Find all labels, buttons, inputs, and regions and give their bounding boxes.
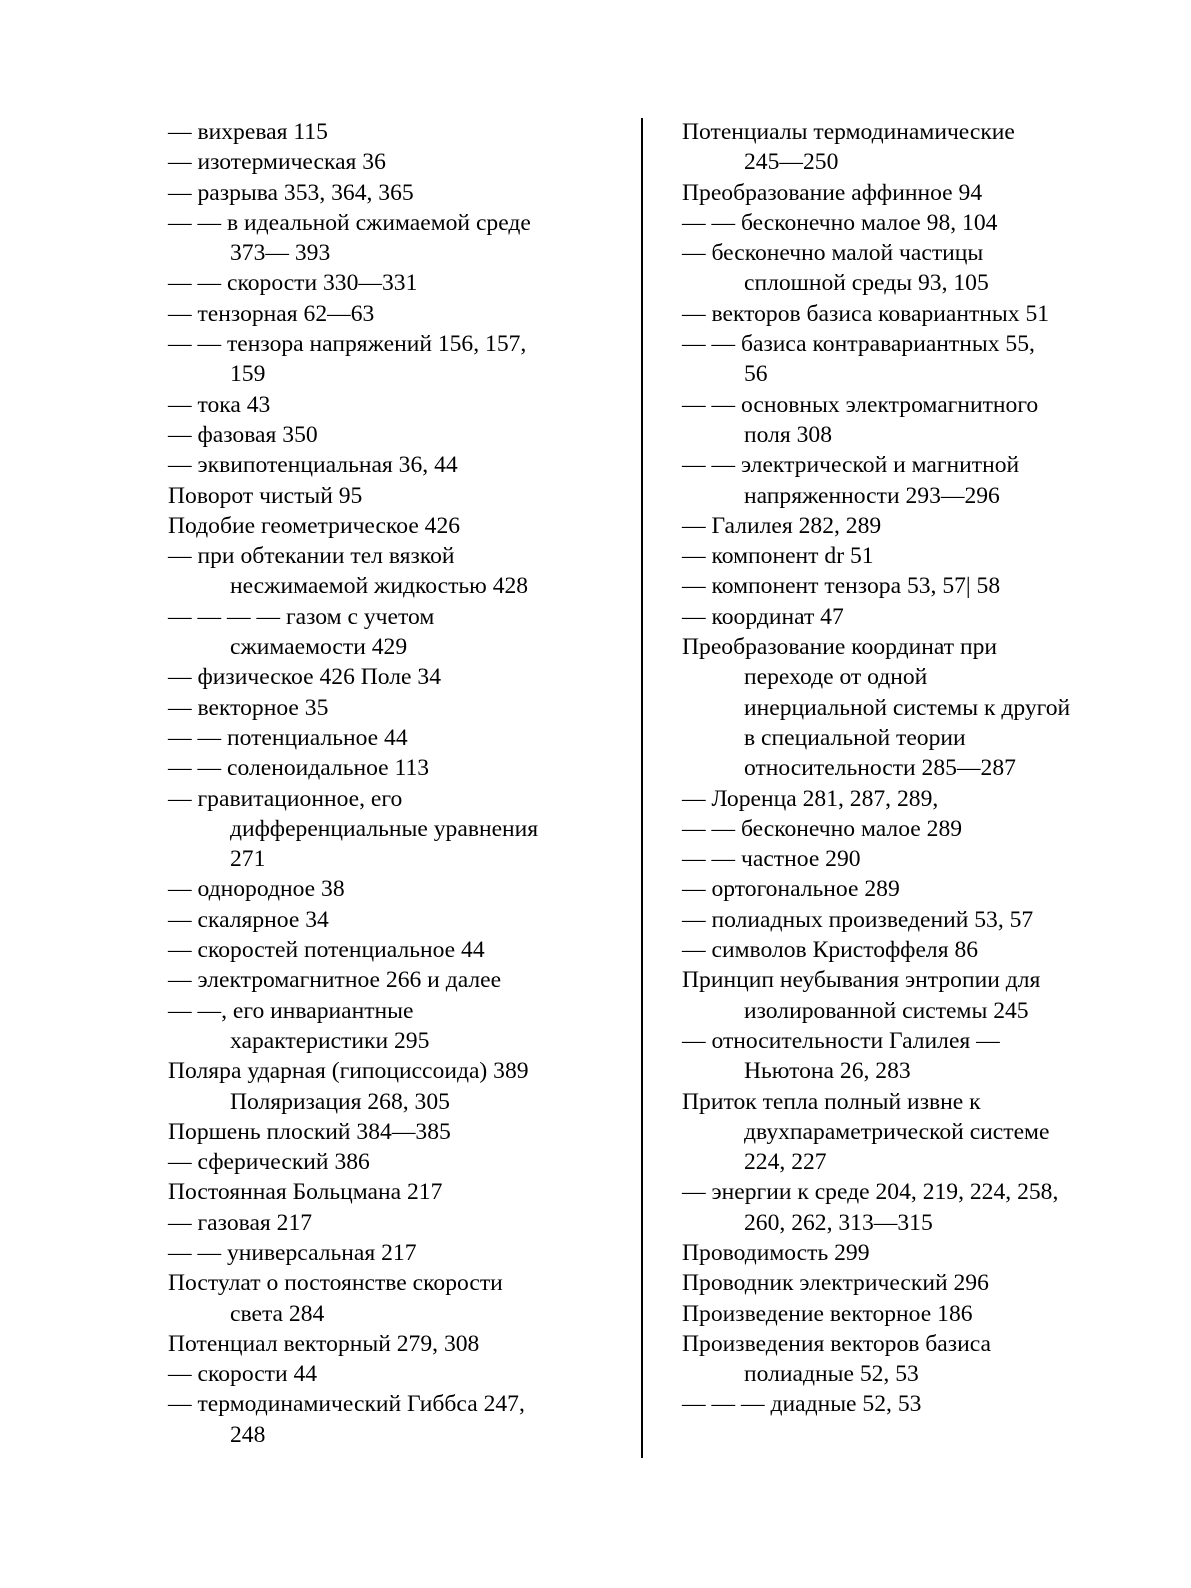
column-divider — [641, 118, 643, 1458]
index-entry — [168, 511, 608, 541]
index-entry — [682, 1299, 1132, 1329]
index-entry — [682, 965, 1132, 1026]
index-column-right — [682, 117, 1132, 1420]
index-entry — [682, 784, 1132, 814]
index-entry-line: — изотермическая 36 — [168, 149, 386, 176]
index-entry — [682, 1238, 1132, 1268]
index-entry — [168, 602, 608, 663]
index-entry-line: Постоянная Больцмана 217 — [168, 1179, 443, 1206]
index-entry-continuation: 373— 393 — [230, 240, 331, 267]
index-entry-line: — Галилея 282, 289 — [682, 512, 882, 539]
index-entry-continuation: сплошной среды 93, 105 — [744, 270, 989, 297]
index-entry — [168, 390, 608, 420]
index-entry — [168, 329, 608, 390]
index-entry — [168, 450, 608, 480]
index-entry-line: Преобразование аффинное 94 — [682, 179, 983, 206]
index-entry — [168, 784, 608, 875]
index-entry — [168, 1056, 608, 1117]
index-entry — [168, 693, 608, 723]
index-entry — [682, 390, 1132, 451]
index-entry — [168, 723, 608, 753]
index-entry-line: Произведения векторов базиса — [682, 1330, 991, 1357]
index-entry-continuation: 271 — [230, 846, 266, 873]
index-entry — [682, 450, 1132, 511]
index-entry-continuation: инерциальной системы к другой — [744, 694, 1071, 721]
index-entry-line: — — универсальная 217 — [168, 1239, 417, 1266]
index-entry-continuation: дифференциальные уравнения — [230, 815, 539, 842]
index-entry-continuation: относительности 285—287 — [744, 755, 1016, 782]
index-entry-line: — — электрической и магнитной — [682, 452, 1020, 479]
index-entry — [682, 117, 1132, 178]
index-entry-line: — электромагнитное 266 и далее — [168, 967, 502, 994]
index-entry — [168, 299, 608, 329]
index-entry-line: Проводимость 299 — [682, 1239, 870, 1266]
index-entry — [682, 844, 1132, 874]
index-entry-continuation: 56 — [744, 361, 768, 388]
index-entry — [682, 874, 1132, 904]
index-entry-line: — —, его инвариантные — [168, 997, 414, 1024]
index-entry-line: — скорости 44 — [168, 1361, 318, 1388]
index-entry — [682, 541, 1132, 571]
index-entry — [168, 1147, 608, 1177]
index-entry — [168, 208, 608, 269]
index-entry — [168, 1389, 608, 1450]
index-entry — [682, 935, 1132, 965]
index-entry — [168, 1359, 608, 1389]
index-entry — [168, 1238, 608, 1268]
index-entry — [168, 935, 608, 965]
index-entry-line: — — соленоидальное 113 — [168, 755, 430, 782]
index-entry-line: — сферический 386 — [168, 1149, 370, 1176]
index-entry-line: — — бесконечно малое 289 — [682, 815, 963, 842]
index-entry-line: — полиадных произведений 53, 57 — [682, 906, 1034, 933]
index-entry-line: — гравитационное, его — [168, 785, 403, 812]
index-entry-line: — компонент dr 51 — [682, 543, 874, 570]
index-entry — [682, 602, 1132, 632]
index-entry-line: — — бесконечно малое 98, 104 — [682, 209, 998, 236]
index-entry — [682, 1087, 1132, 1178]
index-entry — [682, 329, 1132, 390]
index-entry — [682, 571, 1132, 601]
index-entry — [168, 178, 608, 208]
index-entry-line: — — в идеальной сжимаемой среде — [168, 209, 531, 236]
index-entry-line: — — тензора напряжений 156, 157, — [168, 331, 527, 358]
index-entry — [168, 1117, 608, 1147]
index-entry-line: Потенциалы термодинамические — [682, 119, 1015, 145]
index-entry-line: — бесконечно малой частицы — [682, 240, 984, 267]
index-entry-continuation: 260, 262, 313—315 — [744, 1209, 933, 1236]
index-entry-continuation: 159 — [230, 361, 266, 388]
index-entry — [682, 905, 1132, 935]
index-entry-line: — координат 47 — [682, 603, 844, 630]
index-entry-line: — однородное 38 — [168, 876, 345, 903]
index-entry-line: — вихревая 115 — [168, 119, 328, 145]
index-entry-line: — эквипотенциальная 36, 44 — [168, 452, 458, 479]
index-entry-line: — тензорная 62—63 — [168, 300, 375, 327]
index-entry — [168, 1329, 608, 1359]
index-entry — [682, 814, 1132, 844]
index-entry-continuation: сжимаемости 429 — [230, 634, 408, 661]
index-entry — [168, 268, 608, 298]
index-entry-line: Потенциал векторный 279, 308 — [168, 1330, 480, 1357]
index-entry-continuation: света 284 — [230, 1300, 325, 1327]
index-entry — [682, 1329, 1132, 1390]
index-entry — [682, 632, 1132, 783]
index-entry-line: — ортогональное 289 — [682, 876, 900, 903]
index-entry-line: — при обтекании тел вязкой — [168, 543, 455, 570]
index-entry-line: — скалярное 34 — [168, 906, 329, 933]
index-entry-continuation: характеристики 295 — [230, 1027, 430, 1054]
index-entry-continuation: переходе от одной — [744, 664, 928, 691]
index-entry — [682, 1389, 1132, 1419]
index-entry — [168, 1177, 608, 1207]
index-entry — [682, 1268, 1132, 1298]
index-entry — [168, 147, 608, 177]
index-entry-line: — фазовая 350 — [168, 421, 318, 448]
index-entry — [168, 905, 608, 935]
index-entry-continuation: напряженности 293—296 — [744, 482, 1000, 509]
index-entry — [168, 874, 608, 904]
index-entry — [168, 965, 608, 995]
index-entry-continuation: изолированной системы 245 — [744, 997, 1029, 1024]
index-entry-line: — — — — газом с учетом — [168, 603, 435, 630]
index-entry — [168, 996, 608, 1057]
index-entry-line: — — основных электромагнитного — [682, 391, 1039, 418]
index-entry-line: Принцип неубывания энтропии для — [682, 967, 1041, 994]
index-entry — [168, 1208, 608, 1238]
index-entry — [682, 1026, 1132, 1087]
index-entry-line: — термодинамический Гиббса 247, — [168, 1391, 525, 1418]
index-entry-continuation: Ньютона 26, 283 — [744, 1058, 911, 1085]
index-entry-line: — — потенциальное 44 — [168, 724, 408, 751]
index-entry-line: Проводник электрический 296 — [682, 1270, 989, 1297]
index-entry-continuation: полиадные 52, 53 — [744, 1361, 919, 1388]
index-entry-continuation: 224, 227 — [744, 1149, 827, 1176]
index-entry-continuation: двухпараметрической системе — [744, 1118, 1050, 1145]
index-entry — [682, 1177, 1132, 1238]
index-entry-line: Произведение векторное 186 — [682, 1300, 973, 1327]
index-entry-line: — векторов базиса ковариантных 51 — [682, 300, 1050, 327]
index-entry-line: — Лоренца 281, 287, 289, — [682, 785, 939, 812]
index-entry — [682, 178, 1132, 208]
index-entry-line: Поршень плоский 384—385 — [168, 1118, 451, 1145]
index-entry — [682, 299, 1132, 329]
index-entry-continuation: несжимаемой жидкостью 428 — [230, 573, 529, 600]
index-entry-line: — компонент тензора 53, 57| 58 — [682, 573, 1001, 600]
index-entry — [168, 753, 608, 783]
index-entry-line: — векторное 35 — [168, 694, 329, 721]
index-entry-line: — энергии к среде 204, 219, 224, 258, — [682, 1179, 1059, 1206]
index-entry-continuation: 248 — [230, 1421, 266, 1448]
index-entry — [682, 208, 1132, 238]
index-entry-line: Подобие геометрическое 426 — [168, 512, 461, 539]
index-entry-line: — тока 43 — [168, 391, 271, 418]
index-entry-line: — — скорости 330—331 — [168, 270, 418, 297]
index-entry-line: — скоростей потенциальное 44 — [168, 937, 485, 964]
index-entry-continuation: Поляризация 268, 305 — [230, 1088, 450, 1115]
index-entry — [682, 511, 1132, 541]
index-entry-line: — газовая 217 — [168, 1209, 313, 1236]
index-entry — [168, 662, 608, 692]
index-entry — [682, 238, 1132, 299]
index-entry-line: — — — диадные 52, 53 — [682, 1391, 922, 1418]
index-entry — [168, 420, 608, 450]
index-entry-line: Приток тепла полный извне к — [682, 1088, 981, 1115]
index-entry — [168, 117, 608, 147]
index-entry-line: — относительности Галилея — — [682, 1027, 1000, 1054]
index-column-left — [168, 117, 608, 1450]
index-entry — [168, 1268, 608, 1329]
index-entry-continuation: 245—250 — [744, 149, 839, 176]
index-entry-continuation: в специальной теории — [744, 724, 966, 751]
index-entry-line: — физическое 426 Поле 34 — [168, 664, 442, 691]
index-entry-line: Поворот чистый 95 — [168, 482, 363, 509]
index-entry — [168, 481, 608, 511]
index-entry-line: — — базиса контравариантных 55, — [682, 331, 1035, 358]
index-entry-line: Постулат о постоянстве скорости — [168, 1270, 503, 1297]
index-entry-continuation: поля 308 — [744, 421, 833, 448]
index-entry-line: — разрыва 353, 364, 365 — [168, 179, 414, 206]
index-entry — [168, 541, 608, 602]
index-entry-line: Преобразование координат при — [682, 634, 998, 661]
index-entry-line: — — частное 290 — [682, 846, 861, 873]
index-entry-line: — символов Кристоффеля 86 — [682, 937, 979, 964]
index-entry-line: Поляра ударная (гипоциссоида) 389 — [168, 1058, 529, 1085]
